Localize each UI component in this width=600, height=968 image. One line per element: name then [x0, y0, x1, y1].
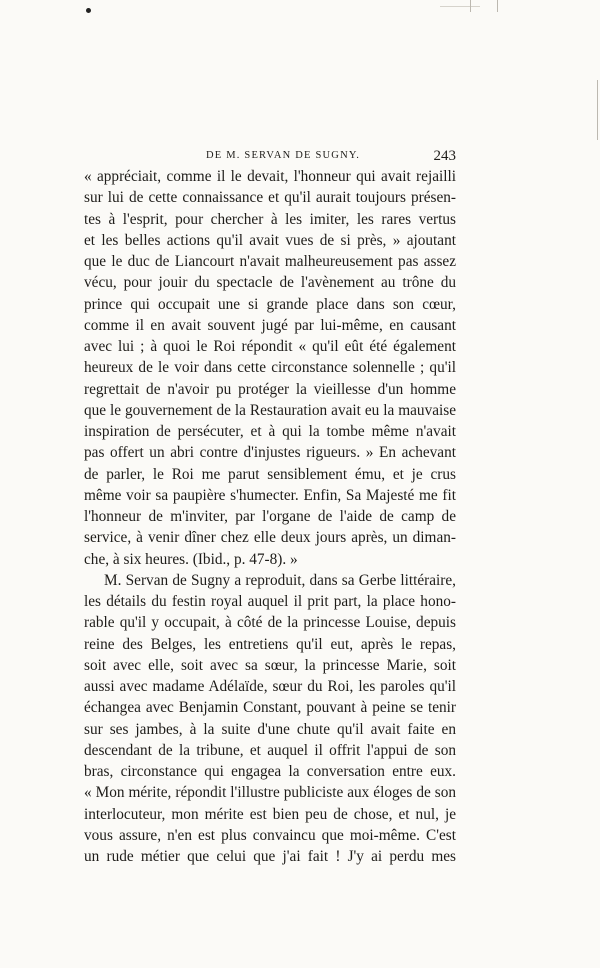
text-line: l'honneur de m'inviter, par l'organe de l'aide de camp de — [84, 508, 456, 525]
body-text — [84, 166, 456, 867]
text-line: comme il en avait souvent jugé par lui-même, en causant — [84, 316, 456, 334]
text-line: vous assure, n'en est plus convaincu que moi-même. C'est — [84, 826, 456, 844]
text-line: M. Servan de Sugny a reproduit, dans sa Gerbe littéraire, — [104, 571, 456, 589]
text-line: rable qu'il y occupait, à côté de la princesse Louise, depuis — [84, 614, 456, 632]
text-line: de parler, le Roi me parut sensiblement ému, et je crus — [84, 465, 456, 483]
scan-edge-mark — [440, 6, 480, 7]
text-line: prince qui occupait une si grande place dans son cœur, — [84, 295, 456, 313]
text-line: avec lui ; à quoi le Roi répondit « qu'il eût été également — [84, 338, 456, 355]
text-line: bras, circonstance qui engagea la conversation entre eux. — [84, 763, 456, 780]
text-line: che, à six heures. (Ibid., p. 47-8). » — [84, 550, 298, 568]
text-line: heureux de le voir dans cette circonstance solennelle ; qu'il — [84, 359, 456, 377]
text-line: « Mon mérite, répondit l'illustre publiciste aux éloges de son — [84, 784, 456, 802]
scan-edge-mark — [470, 0, 471, 12]
text-line: descendant de la tribune, et auquel il offrit l'appui de son — [84, 741, 456, 759]
text-line: interlocuteur, mon mérite est bien peu de chose, et nul, je — [84, 805, 456, 823]
text-line: « appréciait, comme il le devait, l'honneur qui avait rejailli — [84, 168, 456, 185]
text-line: reine des Belges, les entretiens qu'il eut, après le repas, — [84, 635, 456, 653]
text-line: tes à l'esprit, pour chercher à les imiter, les rares vertus — [84, 210, 456, 228]
text-line: vécu, pour jouir du spectacle de l'avènement au trône du — [84, 274, 456, 292]
paragraph — [84, 166, 456, 570]
text-line: sur lui de cette connaissance et qu'il aurait toujours présen- — [84, 189, 456, 207]
page-header — [84, 148, 456, 168]
text-line: service, à venir dîner chez elle deux jours après, un diman- — [84, 529, 456, 547]
text-line: aussi avec madame Adélaïde, sœur du Roi, les paroles qu'il — [84, 678, 456, 695]
text-line: et les belles actions qu'il avait vues de si près, » ajoutant — [84, 231, 456, 249]
text-line: que le duc de Liancourt n'avait malheureusement pas assez — [84, 253, 456, 270]
text-line: regrettait de n'avoir pu protéger la vieillesse d'un homme — [84, 380, 456, 398]
ink-speck — [86, 8, 91, 13]
text-line: les détails du festin royal auquel il prit part, la place hono- — [84, 593, 456, 610]
text-line: même voir sa paupière s'humecter. Enfin, Sa Majesté me fit — [84, 486, 456, 504]
text-line: soit avec elle, soit avec sa sœur, la princesse Marie, soit — [84, 656, 456, 674]
paragraph — [84, 570, 456, 868]
text-line: que le gouvernement de la Restauration avait eu la mauvaise — [84, 401, 456, 419]
running-head: DE M. SERVAN DE SUGNY. — [206, 150, 361, 161]
page-number: 243 — [433, 148, 456, 164]
scan-edge-mark — [497, 0, 498, 12]
text-line: sur ses jambes, à la suite d'une chute qu'il avait faite en — [84, 720, 456, 738]
scan-edge-mark — [597, 80, 598, 140]
text-line: pas offert un abri contre d'injustes rigueurs. » En achevant — [84, 444, 456, 462]
text-line: échangea avec Benjamin Constant, pouvant à peine se tenir — [84, 699, 456, 717]
text-line: inspiration de persécuter, et à qui la tombe même n'avait — [84, 423, 456, 440]
text-line: un rude métier que celui que j'ai fait ! J'y ai perdu mes — [84, 848, 456, 865]
